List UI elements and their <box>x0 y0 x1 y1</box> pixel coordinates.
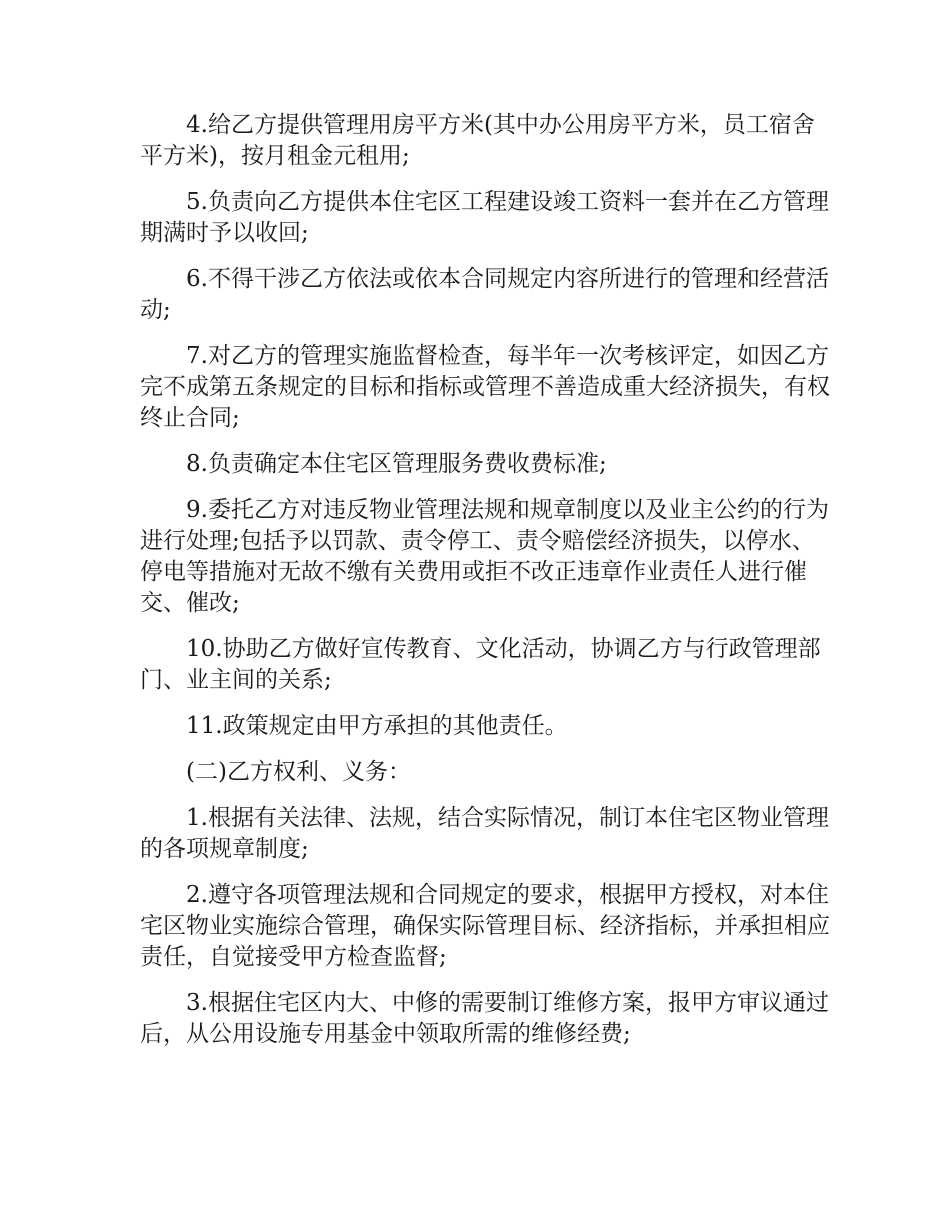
paragraph-b-item-3: 3.根据住宅区内大、中修的需要制订维修方案，报甲方审议通过后，从公用设施专用基金中领取所需的维修经费; <box>140 990 829 1047</box>
paragraph-item-11: 11.政策规定由甲方承担的其他责任。 <box>186 713 568 739</box>
paragraph-item-10: 10.协助乙方做好宣传教育、文化活动，协调乙方与行政管理部门、业主间的关系; <box>140 636 821 693</box>
paragraph-item-4: 4.给乙方提供管理用房平方米(其中办公用房平方米，员工宿舍平方米)，按月租金元租用; <box>140 112 815 169</box>
paragraph-item-8: 8.负责确定本住宅区管理服务费收费标准; <box>186 451 607 477</box>
section-heading-party-b: (二)乙方权利、义务： <box>186 759 411 785</box>
paragraph-item-6: 6.不得干涉乙方依法或依本合同规定内容所进行的管理和经营活动; <box>140 266 829 323</box>
document-page <box>140 110 830 1065</box>
paragraph-item-5: 5.负责向乙方提供本住宅区工程建设竣工资料一套并在乙方管理期满时予以收回; <box>140 189 829 246</box>
paragraph-b-item-2: 2.遵守各项管理法规和合同规定的要求，根据甲方授权，对本住宅区物业实施综合管理，确保实际管理目标、经济指标，并承担相应责任，自觉接受甲方检查监督; <box>140 882 830 970</box>
paragraph-item-9: 9.委托乙方对违反物业管理法规和规章制度以及业主公约的行为进行处理;包括予以罚款、责令停工、责令赔偿经济损失，以停水、停电等措施对无故不缴有关费用或拒不改正违章作业责任人进行催交、催改; <box>140 497 829 616</box>
paragraph-item-7: 7.对乙方的管理实施监督检查，每半年一次考核评定，如因乙方完不成第五条规定的目标和指标或管理不善造成重大经济损失，有权终止合同; <box>140 343 830 431</box>
paragraph-b-item-1: 1.根据有关法律、法规，结合实际情况，制订本住宅区物业管理的各项规章制度; <box>140 805 829 862</box>
